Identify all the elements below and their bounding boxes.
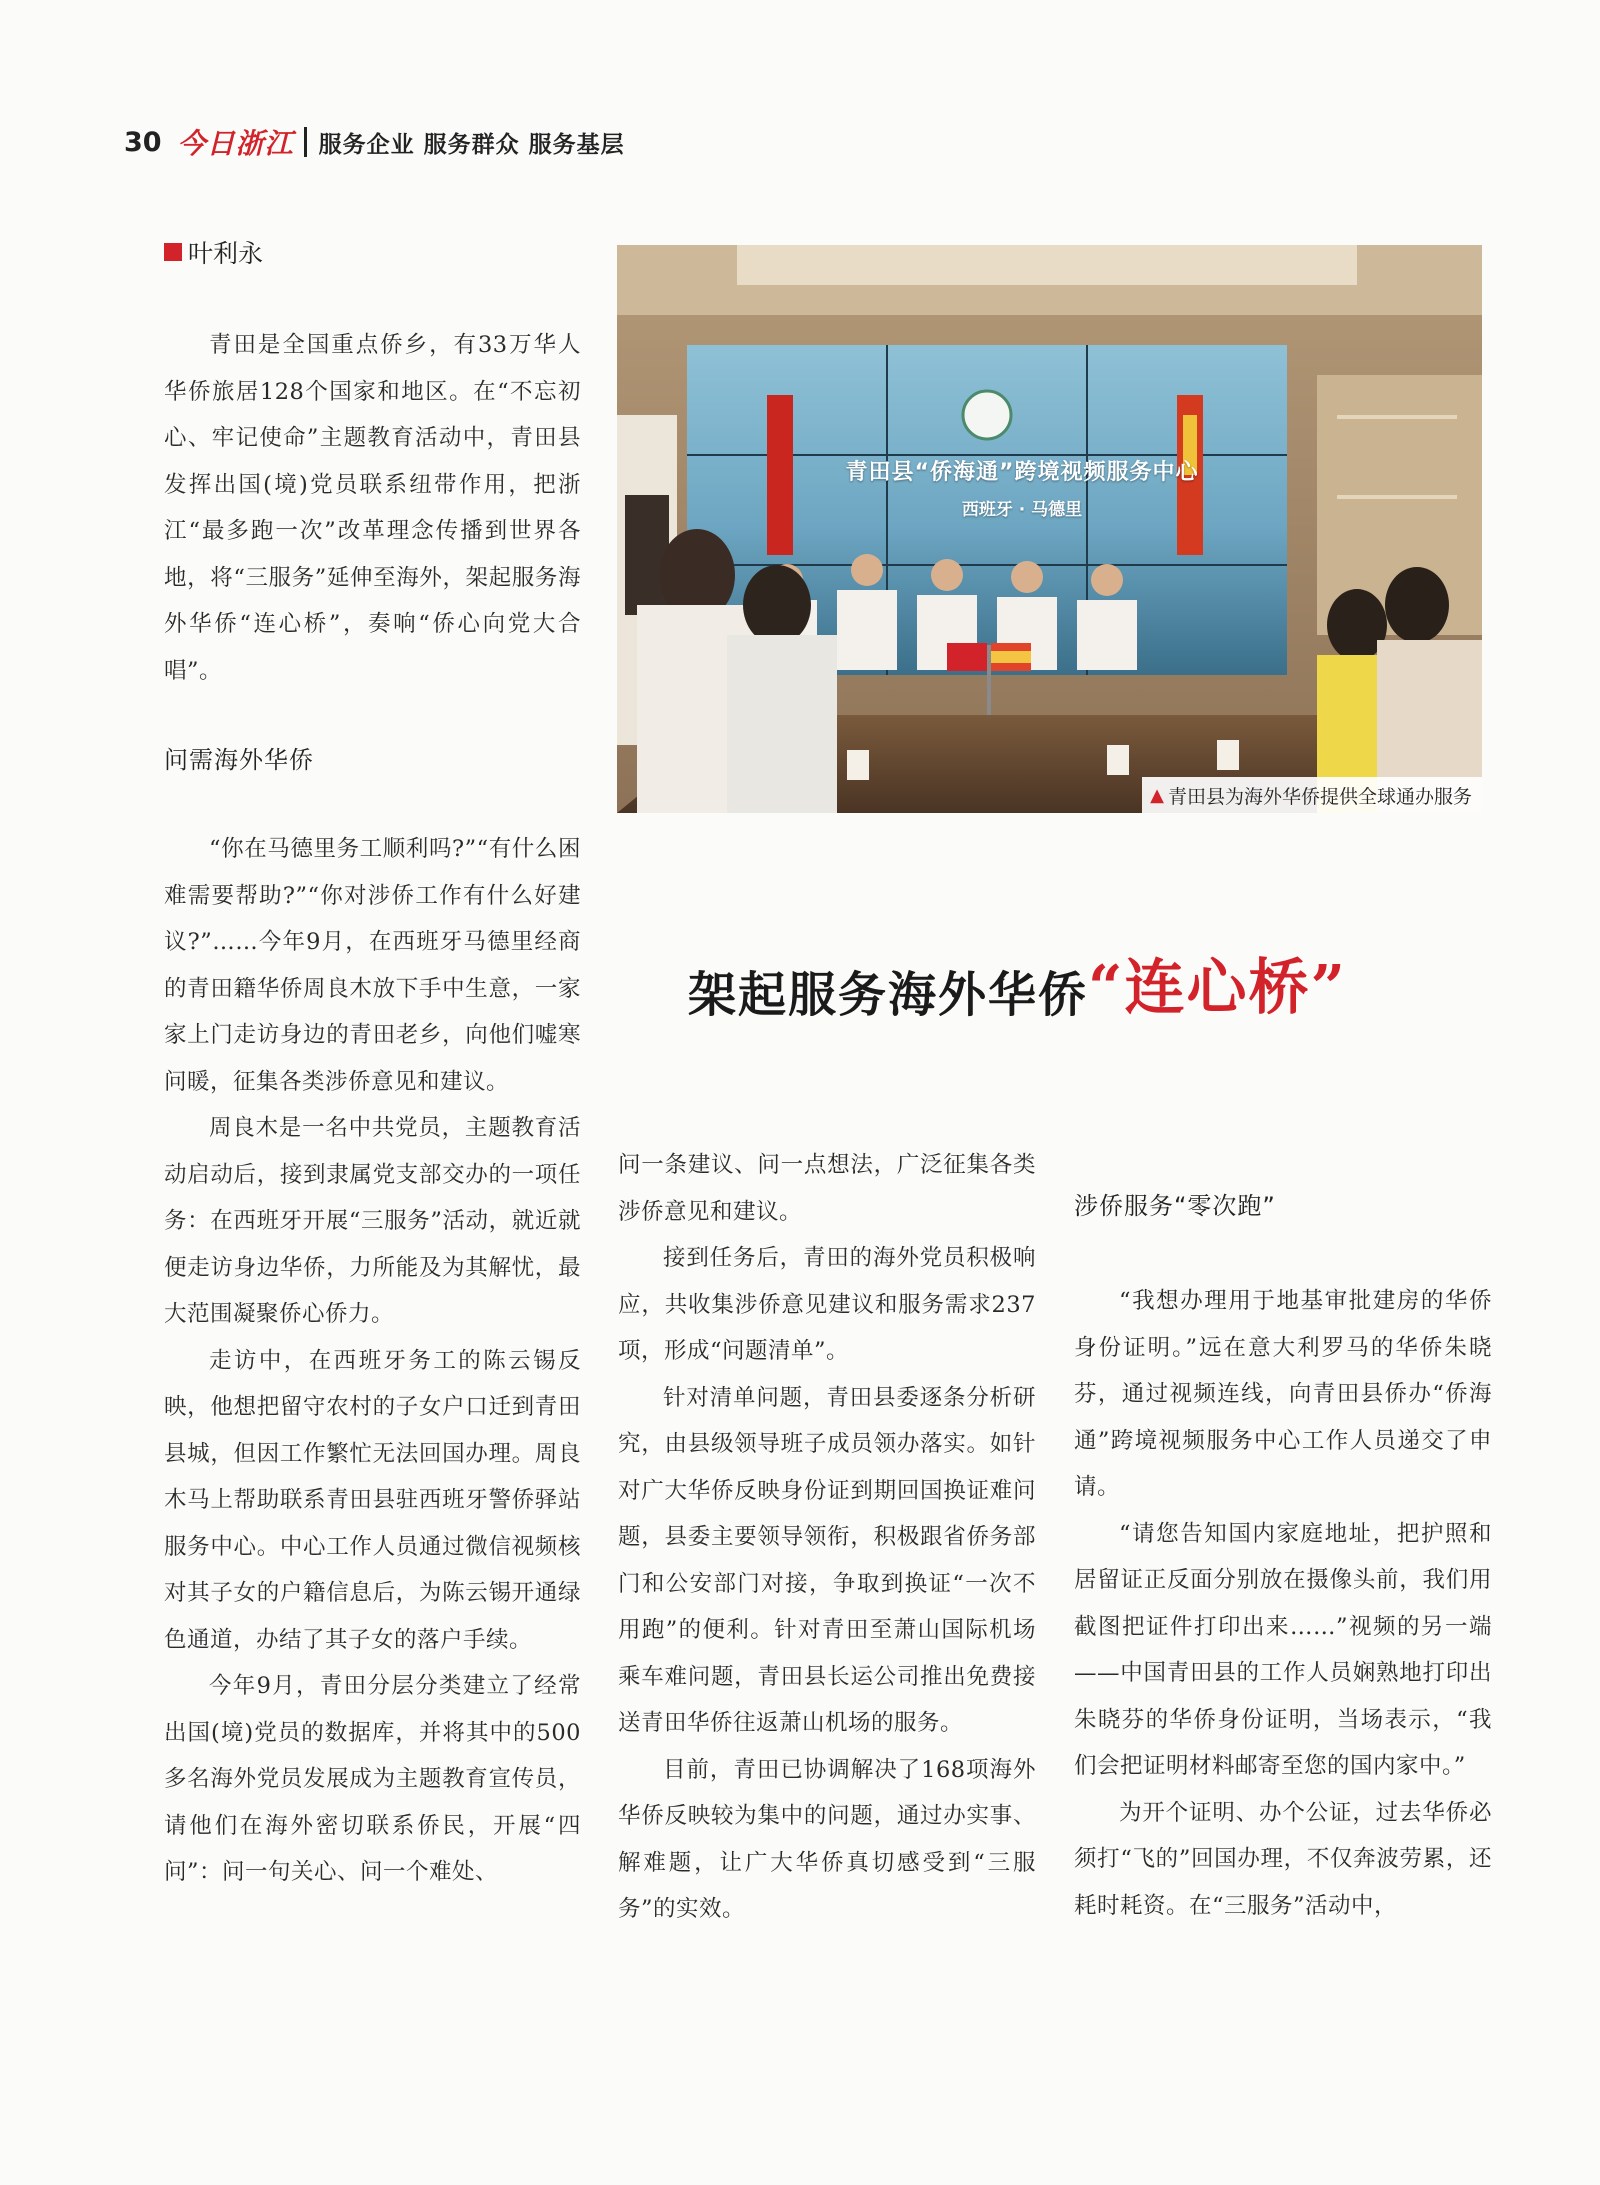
header-divider (304, 127, 307, 157)
paragraph: 走访中，在西班牙务工的陈云锡反映，他想把留守农村的子女户口迁到青田县城，但因工作繁忙无法回国办理。周良木马上帮助联系青田县驻西班牙警侨驿站服务中心。中心工作人员通过微信视频核对其子女的户籍信息后，为陈云锡开通绿色通道，办结了其子女的落户手续。 (164, 1347, 581, 1653)
paragraph: “你在马德里务工顺利吗?”“有什么困难需要帮助?”“你对涉侨工作有什么好建议?”……今年9月，在西班牙马德里经商的青田籍华侨周良木放下手中生意，一家家上门走访身边的青田老乡，向他们嘘寒问暖，征集各类涉侨意见和建议。 (164, 836, 581, 1095)
column-2 (618, 1142, 1036, 1933)
caption-box (1142, 777, 1482, 813)
headline-accent: “连心桥” (1088, 953, 1348, 1023)
column-3-body (1074, 1278, 1492, 1929)
paragraph: 目前，青田已协调解决了168项海外华侨反映较为集中的问题，通过办实事、解难题，让广大华侨真切感受到“三服务”的实效。 (618, 1756, 1036, 1922)
article-photo (617, 245, 1482, 813)
paragraph: 针对清单问题，青田县委逐条分析研究，由县级领导班子成员领办落实。如针对广大华侨反映身份证到期回国换证难问题，县委主要领导领衔，积极跟省侨务部门和公安部门对接，争取到换证“一次不用跑”的便利。针对青田至萧山国际机场乘车难问题，青田县长运公司推出免费接送青田华侨往返萧山机场的服务。 (618, 1384, 1036, 1736)
author-byline (164, 236, 263, 268)
headline-main: 架起服务海外华侨 (688, 967, 1089, 1023)
column-1-body (164, 826, 581, 1896)
author-name: 叶利永 (188, 239, 264, 268)
screen-title: 青田县“侨海通”跨境视频服务中心 (845, 460, 1199, 485)
red-square-icon (164, 243, 182, 261)
caption-text: 青田县为海外华侨提供全球通办服务 (1167, 785, 1472, 808)
page-number: 30 (124, 126, 162, 158)
paragraph: 周良木是一名中共党员，主题教育活动启动后，接到隶属党支部交办的一项任务：在西班牙开展“三服务”活动，就近就便走访身边华侨，力所能及为其解忧，最大范围凝聚侨心侨力。 (164, 1115, 581, 1327)
page-header (124, 122, 625, 162)
column-3-section (1074, 1186, 1492, 1221)
paragraph: 问一条建议、问一点想法，广泛征集各类涉侨意见和建议。 (618, 1152, 1036, 1225)
paragraph: 为开个证明、办个公证，过去华侨必须打“飞的”回国办理，不仅奔波劳累，还耗时耗资。在“三服务”活动中， (1074, 1799, 1492, 1919)
triangle-up-icon: ▲ (1150, 784, 1164, 806)
paragraph: 今年9月，青田分层分类建立了经常出国(境)党员的数据库，并将其中的500多名海外党员发展成为主题教育宣传员，请他们在海外密切联系侨民，开展“四问”：问一句关心、问一个难处、 (164, 1673, 581, 1885)
section-title-2: 涉侨服务“零次跑” (1074, 1192, 1276, 1220)
screen-subtitle: 西班牙 · 马德里 (961, 500, 1083, 520)
paragraph: “请您告知国内家庭地址，把护照和居留证正反面分别放在摄像头前，我们用截图把证件打印出来……”视频的另一端——中国青田县的工作人员娴熟地打印出朱晓芬的华侨身份证明，当场表示，“我们会把证明材料邮寄至您的国内家中。” (1074, 1520, 1492, 1779)
paragraph: “我想办理用于地基审批建房的华侨身份证明。”远在意大利罗马的华侨朱晓芬，通过视频连线，向青田县侨办“侨海通”跨境视频服务中心工作人员递交了申请。 (1074, 1288, 1492, 1500)
conference-scene-image (617, 245, 1482, 813)
column-1-section (164, 740, 581, 775)
photo-caption (617, 777, 1482, 813)
header-slogan: 服务企业 服务群众 服务基层 (318, 131, 625, 158)
section-title-1: 问需海外华侨 (164, 746, 314, 774)
magazine-logo: 今日浙江 (177, 127, 294, 160)
paragraph: 接到任务后，青田的海外党员积极响应，共收集涉侨意见建议和服务需求237项，形成“问题清单”。 (618, 1245, 1036, 1364)
column-1 (164, 322, 581, 694)
article-headline (688, 935, 1488, 1025)
intro-paragraph: 青田是全国重点侨乡，有33万华人华侨旅居128个国家和地区。在“不忘初心、牢记使命”主题教育活动中，青田县发挥出国(境)党员联系纽带作用，把浙江“最多跑一次”改革理念传播到世界各地，将“三服务”延伸至海外，架起服务海外华侨“连心桥”，奏响“侨心向党大合唱”。 (164, 332, 581, 684)
